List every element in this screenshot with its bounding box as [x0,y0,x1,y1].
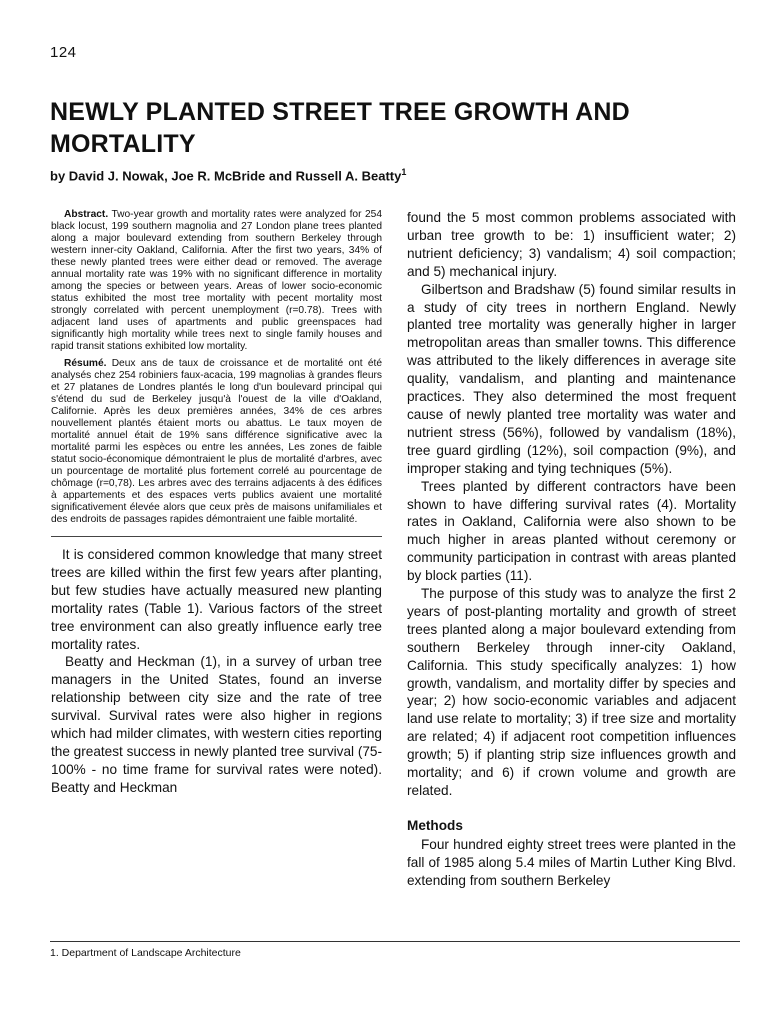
right-column [407,209,736,890]
abstract-section [51,209,382,526]
author-line [50,167,730,183]
resume-text: Deux ans de taux de croissance et de mortalité ont été analysés chez 254 robiniers faux-acacia, 199 magnolias à grandes fleurs et 27 platanes de Londres plantés le long d'un boulevard principal qui s'étend du sud de Berkeley jusqu'à l'ouest de la ville d'Oakland, Californie. Après les deux premières années, 34% de ces arbres nouvellement plantés étaient morts ou abattus. Le taux moyen de mortalité annuel était de 19% sans différence significative avec la mortalité parmi les espèces ou entre les années, Les zones de faible statut socio-économique démontraient le plus de mortalité d'arbres, avec un pourcentage de mortalité plus fortement correlé au pourcentage de chômage (r=0,78). Les arbres avec des terrains adjacents à des édifices à appartements et des espaces verts publics avaient une mortalité significativement élevée alors que ceux près de maisons unifamiliales et des endroits de passages rapides démontraient une faible mortalité. [51,358,382,525]
body-paragraph: Beatty and Heckman (1), in a survey of urban tree managers in the United States, found an inverse relationship between city size and the rate of tree survival. Survival rates were also higher in regions which had milder climates, with western cities reporting the greatest success in newly planted tree survival (75-100% - no time frame for survival rates were noted). Beatty and Heckman [51,654,382,795]
right-body-text [407,209,736,890]
abstract-label: Abstract. [64,209,109,220]
footnote-rule [50,941,740,942]
article-title: NEWLY PLANTED STREET TREE GROWTH AND MORTALITY [50,98,630,158]
abstract-divider [51,536,382,537]
body-paragraph: found the 5 most common problems associated with urban tree growth to be: 1) insufficient water; 2) nutrient deficiency; 3) vandalism; 4) soil compaction; and 5) mechanical injury. [407,210,736,279]
footnote: 1. Department of Landscape Architecture [50,947,241,959]
body-paragraph: The purpose of this study was to analyze the first 2 years of post-planting mortality and growth of street trees planted along a major boulevard extending from southern Berkeley through inner-city Oakland, California. This study specifically analyzes: 1) how growth, vandalism, and mortality differ by species and year; 2) how socio-economic variables and adjacent land use relate to mortality; 3) if tree size and mortality are related; 4) if adjacent root competition influences growth; 5) if planting strip size influences growth and mortality; and 6) if crown volume and growth are related. [407,586,736,798]
body-paragraph: It is considered common knowledge that many street trees are killed within the first few years after planting, but few studies have actually measured new planting mortality rates (Table 1). Various factors of the street tree environment can also greatly influence early tree mortality rates. [51,547,382,652]
left-body-text [51,546,382,797]
methods-heading: Methods [407,817,463,833]
methods-paragraph: Four hundred eighty street trees were planted in the fall of 1985 along 5.4 miles of Martin Luther King Blvd. extending from southern Berkeley [407,836,736,888]
abstract-paragraph [51,209,382,353]
abstract-text: Two-year growth and mortality rates were analyzed for 254 black locust, 199 southern magnolia and 27 London plane trees planted along a major boulevard extending from southern Berkeley through western inner-city Oakland, California. After the first two years, 34% of these newly planted trees were either dead or removed. The average annual mortality rate was 19% with no significant difference in mortality among the species or between years. Areas of lower socio-economic status exhibited the most tree mortality with pecent mortality most strongly correlated with percent unemployment (r=0.78). Trees with adjacent land uses of apartments and public greenspaces had significantly high mortality while trees next to single family houses and rapid transit stations exhibited low mortality. [51,209,382,352]
page-number: 124 [50,44,77,61]
resume-label: Résumé. [64,358,107,369]
author-names: by David J. Nowak, Joe R. McBride and Russell A. Beatty [50,168,402,184]
resume-paragraph [51,358,382,526]
body-paragraph: Trees planted by different contractors have been shown to have differing survival rates (4). Mortality rates in Oakland, California were also shown to be much higher in areas planted without ceremony or community participation in contrast with areas planted by block parties (11). [407,478,736,584]
body-paragraph: Gilbertson and Bradshaw (5) found similar results in a study of city trees in northern England. Newly planted tree mortality was generally higher in larger metropolitan areas than smaller towns. This difference was attributed to the likely differences in average site quality, vandalism, and planting and maintenance practices. They also determined the most frequent cause of newly planted tree mortality was water and nutrient stress (56%), followed by vandalism (18%), tree guard girdling (12%), soil compaction (9%), and improper staking and tying techniques (5%). [407,281,736,476]
author-footnote-mark: 1 [401,167,407,177]
left-column [51,209,382,797]
